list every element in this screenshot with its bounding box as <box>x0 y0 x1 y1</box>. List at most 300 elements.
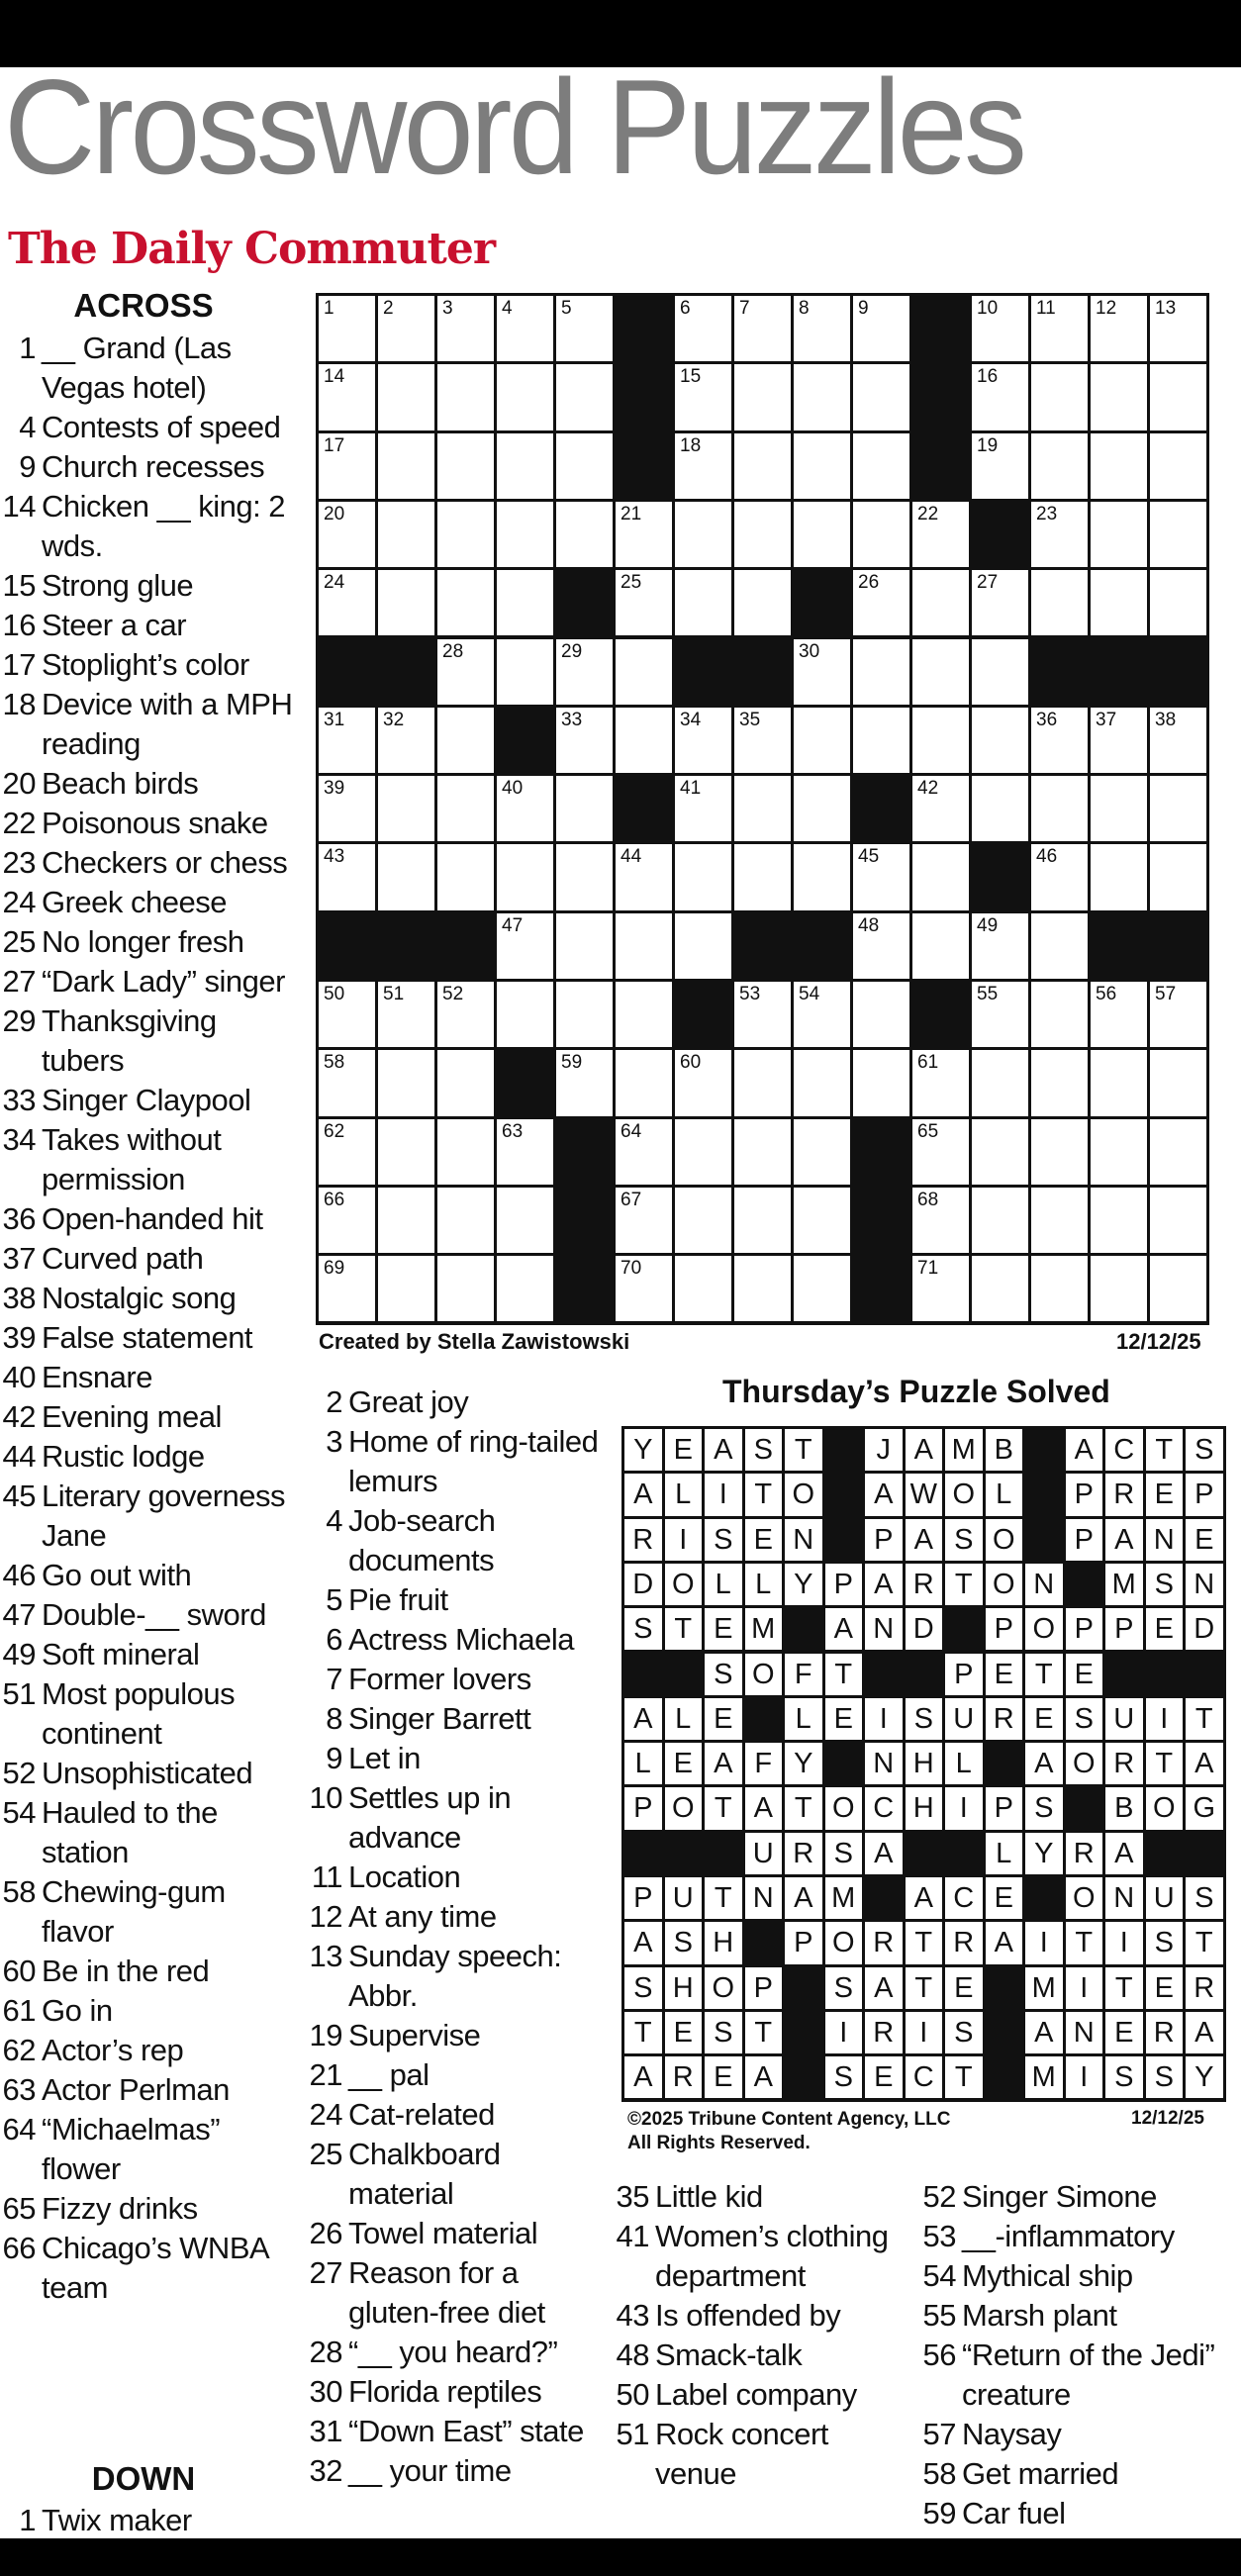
clue-item[interactable] <box>614 2375 910 2415</box>
grid-cell[interactable] <box>1031 570 1088 635</box>
clue-item[interactable] <box>0 606 297 645</box>
grid-cell[interactable] <box>1091 1188 1147 1253</box>
grid-cell[interactable] <box>319 502 375 567</box>
grid-cell[interactable] <box>1031 913 1088 979</box>
grid-cell[interactable] <box>497 1188 553 1253</box>
grid-cell[interactable] <box>378 1119 434 1185</box>
grid-cell[interactable] <box>319 1256 375 1321</box>
grid-cell[interactable] <box>675 1256 731 1321</box>
solution-cell <box>1186 1519 1223 1561</box>
cell-number: 58 <box>324 1052 345 1074</box>
grid-cell[interactable] <box>1150 1256 1206 1321</box>
grid-cell[interactable] <box>497 1119 553 1185</box>
grid-cell[interactable] <box>1150 433 1206 499</box>
crossword-grid[interactable] <box>316 293 1209 1325</box>
clue-item[interactable] <box>0 1556 297 1595</box>
clue-item[interactable] <box>307 2372 604 2412</box>
grid-cell[interactable] <box>1031 1256 1088 1321</box>
clue-number: 5 <box>326 1582 342 1617</box>
grid-cell[interactable] <box>853 844 909 909</box>
grid-cell[interactable] <box>794 502 850 567</box>
clue-text: Hauled to the station <box>42 1795 218 1869</box>
clue-item[interactable] <box>614 2415 910 2494</box>
solution-date: 12/12/25 <box>1131 2108 1204 2129</box>
grid-cell[interactable] <box>378 433 434 499</box>
grid-cell[interactable] <box>497 433 553 499</box>
grid-cell[interactable] <box>794 639 850 705</box>
clue-number: 14 <box>2 489 36 524</box>
grid-cell[interactable] <box>1091 1050 1147 1115</box>
grid-cell[interactable] <box>853 639 909 705</box>
grid-cell[interactable] <box>912 1050 969 1115</box>
clue-item[interactable] <box>920 2415 1217 2454</box>
clue-item[interactable] <box>307 2451 604 2491</box>
grid-cell[interactable] <box>1150 570 1206 635</box>
cell-number: 50 <box>324 984 345 1004</box>
grid-cell[interactable] <box>437 1188 494 1253</box>
grid-cell[interactable] <box>912 708 969 773</box>
grid-cell[interactable] <box>319 433 375 499</box>
clue-text: Rock concert venue <box>655 2417 828 2491</box>
grid-cell[interactable] <box>675 1050 731 1115</box>
clue-item[interactable] <box>614 2217 910 2296</box>
clue-item[interactable] <box>920 2177 1217 2217</box>
grid-cell[interactable] <box>616 1256 672 1321</box>
grid-cell[interactable] <box>972 776 1028 841</box>
clue-item[interactable] <box>307 1937 604 2016</box>
grid-cell[interactable] <box>1031 844 1088 909</box>
clue-item[interactable] <box>307 2135 604 2214</box>
grid-cell[interactable] <box>853 502 909 567</box>
grid-cell[interactable] <box>319 776 375 841</box>
grid-cell[interactable] <box>437 570 494 635</box>
clue-item[interactable] <box>0 1872 297 1952</box>
grid-cell[interactable] <box>972 296 1028 361</box>
grid-cell[interactable] <box>437 296 494 361</box>
clue-item[interactable] <box>0 843 297 883</box>
grid-cell[interactable] <box>734 296 791 361</box>
grid-cell[interactable] <box>437 982 494 1047</box>
grid-cell[interactable] <box>319 844 375 909</box>
clue-item[interactable] <box>0 1199 297 1239</box>
grid-cell[interactable] <box>794 1256 850 1321</box>
clue-text: Checkers or chess <box>42 845 288 880</box>
clue-item[interactable] <box>307 2214 604 2253</box>
clue-item[interactable] <box>0 1952 297 1991</box>
grid-cell[interactable] <box>378 844 434 909</box>
grid-cell[interactable] <box>1150 1050 1206 1115</box>
clue-item[interactable] <box>0 1081 297 1120</box>
clue-item[interactable] <box>0 447 297 487</box>
grid-cell[interactable] <box>675 502 731 567</box>
grid-cell[interactable] <box>912 844 969 909</box>
grid-cell[interactable] <box>616 502 672 567</box>
clue-item[interactable] <box>0 804 297 843</box>
grid-cell[interactable] <box>616 913 672 979</box>
grid-cell[interactable] <box>794 708 850 773</box>
clue-number: 9 <box>19 449 36 484</box>
grid-cell[interactable] <box>497 570 553 635</box>
solution-letter: R <box>993 1702 1014 1735</box>
clue-item[interactable] <box>0 1239 297 1279</box>
grid-cell[interactable] <box>616 982 672 1047</box>
clue-item[interactable] <box>0 922 297 962</box>
grid-cell[interactable] <box>972 1256 1028 1321</box>
grid-cell[interactable] <box>556 433 613 499</box>
clue-item[interactable] <box>0 1754 297 1793</box>
grid-cell[interactable] <box>556 296 613 361</box>
clue-item[interactable] <box>0 2229 297 2308</box>
grid-cell[interactable] <box>853 1050 909 1115</box>
clue-item[interactable] <box>307 2412 604 2451</box>
solution-letter: R <box>1073 1837 1095 1869</box>
grid-cell[interactable] <box>912 1119 969 1185</box>
grid-cell[interactable] <box>734 364 791 429</box>
clue-item[interactable] <box>0 487 297 566</box>
solution-cell <box>705 1967 742 2009</box>
clue-item[interactable] <box>0 2110 297 2189</box>
grid-cell[interactable] <box>794 1050 850 1115</box>
grid-cell[interactable] <box>378 364 434 429</box>
clue-item[interactable] <box>920 2296 1217 2336</box>
clue-text: Is offended by <box>655 2298 841 2333</box>
grid-cell[interactable] <box>794 1119 850 1185</box>
grid-cell[interactable] <box>378 296 434 361</box>
clue-item[interactable] <box>0 1477 297 1556</box>
clue-text: Home of ring-tailed lemurs <box>348 1424 599 1498</box>
grid-cell[interactable] <box>437 708 494 773</box>
grid-cell[interactable] <box>675 708 731 773</box>
grid-cell[interactable] <box>378 776 434 841</box>
clue-item[interactable] <box>0 1437 297 1477</box>
grid-cell[interactable] <box>675 570 731 635</box>
grid-cell[interactable] <box>912 913 969 979</box>
grid-cell[interactable] <box>616 639 672 705</box>
grid-cell[interactable] <box>319 1050 375 1115</box>
grid-cell[interactable] <box>675 433 731 499</box>
clue-item[interactable] <box>307 1660 604 1699</box>
clue-item[interactable] <box>307 1422 604 1501</box>
clue-item[interactable] <box>307 1778 604 1858</box>
grid-black-square <box>616 433 672 499</box>
clue-item[interactable] <box>0 1991 297 2031</box>
grid-cell[interactable] <box>853 296 909 361</box>
grid-cell[interactable] <box>556 502 613 567</box>
grid-cell[interactable] <box>497 776 553 841</box>
grid-cell[interactable] <box>972 570 1028 635</box>
grid-cell[interactable] <box>497 982 553 1047</box>
grid-cell[interactable] <box>378 1050 434 1115</box>
grid-cell[interactable] <box>497 913 553 979</box>
clue-item[interactable] <box>307 1620 604 1660</box>
grid-cell[interactable] <box>1091 982 1147 1047</box>
grid-cell[interactable] <box>675 1119 731 1185</box>
grid-cell[interactable] <box>319 708 375 773</box>
grid-cell[interactable] <box>912 776 969 841</box>
grid-cell[interactable] <box>853 913 909 979</box>
grid-cell[interactable] <box>972 982 1028 1047</box>
grid-cell[interactable] <box>1091 364 1147 429</box>
grid-cell[interactable] <box>1031 776 1088 841</box>
grid-cell[interactable] <box>1031 708 1088 773</box>
grid-cell[interactable] <box>794 433 850 499</box>
grid-cell[interactable] <box>556 982 613 1047</box>
grid-cell[interactable] <box>734 1188 791 1253</box>
grid-cell[interactable] <box>1091 502 1147 567</box>
grid-cell[interactable] <box>1091 776 1147 841</box>
grid-cell[interactable] <box>616 570 672 635</box>
grid-cell[interactable] <box>1031 1050 1088 1115</box>
grid-cell[interactable] <box>437 433 494 499</box>
grid-cell[interactable] <box>1150 296 1206 361</box>
grid-cell[interactable] <box>1091 1119 1147 1185</box>
clue-item[interactable] <box>614 2177 910 2217</box>
clue-item[interactable] <box>0 883 297 922</box>
grid-cell[interactable] <box>912 1188 969 1253</box>
clue-item[interactable] <box>0 1002 297 1081</box>
grid-cell[interactable] <box>378 982 434 1047</box>
clue-item[interactable] <box>307 1580 604 1620</box>
grid-cell[interactable] <box>437 502 494 567</box>
clue-item[interactable] <box>307 1501 604 1580</box>
solution-cell <box>1105 1967 1143 2009</box>
clue-item[interactable] <box>0 2189 297 2229</box>
grid-cell[interactable] <box>675 1188 731 1253</box>
grid-cell[interactable] <box>497 502 553 567</box>
grid-cell[interactable] <box>1091 296 1147 361</box>
solution-black-square <box>785 1608 822 1650</box>
grid-cell[interactable] <box>556 913 613 979</box>
grid-cell[interactable] <box>1031 296 1088 361</box>
clue-item[interactable] <box>307 2016 604 2055</box>
grid-cell[interactable] <box>497 296 553 361</box>
grid-cell[interactable] <box>794 364 850 429</box>
grid-cell[interactable] <box>556 639 613 705</box>
clue-item[interactable] <box>614 2336 910 2375</box>
clue-item[interactable] <box>0 764 297 804</box>
solution-letter: A <box>633 1927 653 1959</box>
grid-cell[interactable] <box>1091 570 1147 635</box>
grid-cell[interactable] <box>1150 1188 1206 1253</box>
clue-item[interactable] <box>920 2454 1217 2494</box>
grid-cell[interactable] <box>972 364 1028 429</box>
solution-cell <box>906 1564 943 1605</box>
grid-cell[interactable] <box>675 844 731 909</box>
clue-item[interactable] <box>307 1739 604 1778</box>
grid-cell[interactable] <box>378 570 434 635</box>
grid-cell[interactable] <box>437 364 494 429</box>
grid-cell[interactable] <box>794 844 850 909</box>
clue-text: Open-handed hit <box>42 1201 263 1236</box>
grid-cell[interactable] <box>1031 502 1088 567</box>
grid-cell[interactable] <box>794 982 850 1047</box>
grid-cell[interactable] <box>853 982 909 1047</box>
grid-cell[interactable] <box>1150 708 1206 773</box>
grid-cell[interactable] <box>437 776 494 841</box>
grid-cell[interactable] <box>616 1188 672 1253</box>
clue-number: 13 <box>309 1939 342 1973</box>
grid-cell[interactable] <box>556 776 613 841</box>
grid-cell[interactable] <box>1031 1119 1088 1185</box>
clue-item[interactable] <box>307 2095 604 2135</box>
clue-item[interactable] <box>0 1635 297 1674</box>
solution-letter: O <box>952 1479 976 1511</box>
clue-item[interactable] <box>307 1897 604 1937</box>
grid-cell[interactable] <box>378 1256 434 1321</box>
grid-cell[interactable] <box>972 913 1028 979</box>
grid-cell[interactable] <box>972 639 1028 705</box>
grid-cell[interactable] <box>1150 364 1206 429</box>
grid-cell[interactable] <box>497 844 553 909</box>
grid-cell[interactable] <box>1150 844 1206 909</box>
cell-number: 17 <box>324 434 345 456</box>
grid-cell[interactable] <box>437 844 494 909</box>
grid-cell[interactable] <box>734 776 791 841</box>
grid-cell[interactable] <box>319 296 375 361</box>
grid-cell[interactable] <box>972 1188 1028 1253</box>
grid-cell[interactable] <box>616 844 672 909</box>
grid-cell[interactable] <box>378 708 434 773</box>
grid-cell[interactable] <box>319 1119 375 1185</box>
grid-cell[interactable] <box>556 364 613 429</box>
grid-cell[interactable] <box>319 364 375 429</box>
solution-black-square <box>986 2012 1023 2053</box>
grid-cell[interactable] <box>1091 433 1147 499</box>
grid-cell[interactable] <box>497 364 553 429</box>
grid-cell[interactable] <box>437 1050 494 1115</box>
grid-cell[interactable] <box>556 708 613 773</box>
clue-item[interactable] <box>0 2031 297 2070</box>
clue-item[interactable] <box>920 2217 1217 2256</box>
clue-item[interactable] <box>0 1120 297 1199</box>
grid-cell[interactable] <box>734 1050 791 1115</box>
grid-cell[interactable] <box>556 844 613 909</box>
grid-cell[interactable] <box>734 708 791 773</box>
clue-item[interactable] <box>307 1699 604 1739</box>
grid-cell[interactable] <box>616 708 672 773</box>
grid-cell[interactable] <box>794 296 850 361</box>
clue-item[interactable] <box>0 2070 297 2110</box>
grid-cell[interactable] <box>734 844 791 909</box>
clue-item[interactable] <box>920 2256 1217 2296</box>
grid-cell[interactable] <box>972 1050 1028 1115</box>
grid-cell[interactable] <box>675 913 731 979</box>
grid-cell[interactable] <box>1091 708 1147 773</box>
grid-cell[interactable] <box>853 364 909 429</box>
grid-cell[interactable] <box>912 639 969 705</box>
grid-cell[interactable] <box>675 364 731 429</box>
solution-letter: C <box>912 2061 934 2094</box>
solution-black-square <box>785 2012 822 2053</box>
clue-item[interactable] <box>614 2296 910 2336</box>
grid-cell[interactable] <box>1150 776 1206 841</box>
grid-cell[interactable] <box>972 1119 1028 1185</box>
clue-item[interactable] <box>0 329 297 408</box>
grid-cell[interactable] <box>1150 982 1206 1047</box>
solution-letter: E <box>753 1523 773 1556</box>
clue-item[interactable] <box>0 645 297 685</box>
clue-item[interactable] <box>0 1318 297 1358</box>
puzzle-series-title: The Daily Commuter <box>8 224 495 274</box>
grid-cell[interactable] <box>1031 433 1088 499</box>
grid-cell[interactable] <box>734 570 791 635</box>
cell-number: 5 <box>561 298 572 319</box>
clue-item[interactable] <box>0 1279 297 1318</box>
clue-item[interactable] <box>307 2253 604 2333</box>
grid-cell[interactable] <box>972 433 1028 499</box>
clue-item[interactable] <box>0 1595 297 1635</box>
clue-number: 52 <box>2 1756 36 1790</box>
grid-cell[interactable] <box>734 982 791 1047</box>
grid-cell[interactable] <box>853 433 909 499</box>
clue-item[interactable] <box>920 2336 1217 2415</box>
clue-item[interactable] <box>0 1674 297 1754</box>
grid-cell[interactable] <box>675 296 731 361</box>
grid-cell[interactable] <box>794 776 850 841</box>
grid-cell[interactable] <box>734 502 791 567</box>
grid-cell[interactable] <box>1031 1188 1088 1253</box>
clue-item[interactable] <box>307 1858 604 1897</box>
grid-cell[interactable] <box>794 1188 850 1253</box>
grid-cell[interactable] <box>437 1119 494 1185</box>
grid-cell[interactable] <box>734 1119 791 1185</box>
solution-cell <box>705 2012 742 2053</box>
clue-item[interactable] <box>0 2501 297 2538</box>
grid-cell[interactable] <box>1150 1119 1206 1185</box>
clue-item[interactable] <box>0 962 297 1002</box>
clue-item[interactable] <box>0 566 297 606</box>
clue-item[interactable] <box>0 1793 297 1872</box>
grid-cell[interactable] <box>675 776 731 841</box>
clue-item[interactable] <box>920 2494 1217 2533</box>
grid-cell[interactable] <box>972 708 1028 773</box>
grid-cell[interactable] <box>556 1050 613 1115</box>
grid-cell[interactable] <box>497 1256 553 1321</box>
grid-cell[interactable] <box>912 570 969 635</box>
grid-cell[interactable] <box>437 639 494 705</box>
grid-cell[interactable] <box>1031 364 1088 429</box>
grid-cell[interactable] <box>734 433 791 499</box>
grid-cell[interactable] <box>319 982 375 1047</box>
grid-cell[interactable] <box>853 708 909 773</box>
grid-cell[interactable] <box>319 1188 375 1253</box>
grid-cell[interactable] <box>912 502 969 567</box>
grid-cell[interactable] <box>319 570 375 635</box>
grid-cell[interactable] <box>378 502 434 567</box>
grid-cell[interactable] <box>616 1119 672 1185</box>
clue-item[interactable] <box>0 1358 297 1397</box>
grid-cell[interactable] <box>497 639 553 705</box>
clue-item[interactable] <box>307 2055 604 2095</box>
clue-item[interactable] <box>0 1397 297 1437</box>
grid-cell[interactable] <box>1091 1256 1147 1321</box>
grid-cell[interactable] <box>1091 844 1147 909</box>
clue-item[interactable] <box>307 1383 604 1422</box>
grid-cell[interactable] <box>1031 982 1088 1047</box>
grid-cell[interactable] <box>1150 502 1206 567</box>
grid-cell[interactable] <box>616 1050 672 1115</box>
grid-cell[interactable] <box>912 1256 969 1321</box>
clue-item[interactable] <box>0 685 297 764</box>
clue-item[interactable] <box>307 2333 604 2372</box>
rights-line: All Rights Reserved. <box>627 2133 811 2153</box>
grid-cell[interactable] <box>437 1256 494 1321</box>
grid-cell[interactable] <box>734 1256 791 1321</box>
clue-item[interactable] <box>0 408 297 447</box>
grid-cell[interactable] <box>378 1188 434 1253</box>
grid-cell[interactable] <box>853 570 909 635</box>
cell-number: 45 <box>858 846 880 868</box>
